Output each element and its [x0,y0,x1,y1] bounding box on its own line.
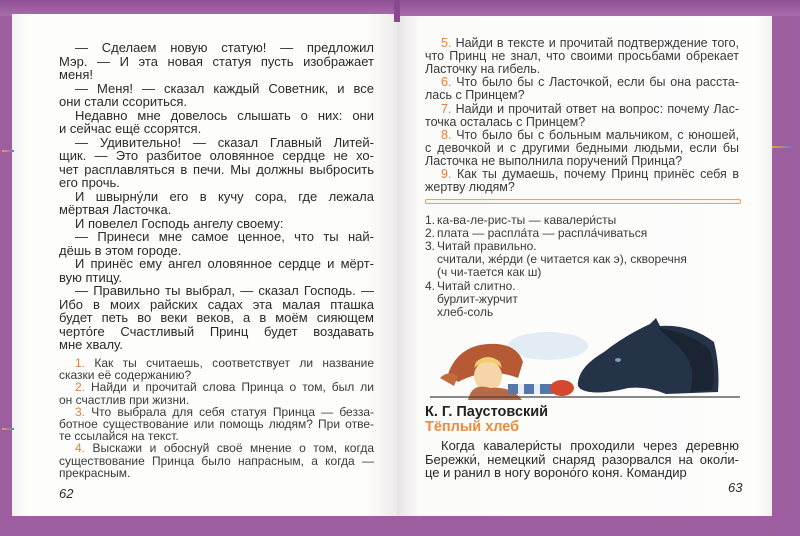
text-line [59,136,374,150]
line-text: с девочкой и с другими бедными людьми, если бы [425,140,739,155]
text-line [59,257,374,271]
line-text: жертву людям? [425,180,515,195]
text-line [59,203,374,217]
line-text: лась с Принцем? [425,88,525,103]
item-number: 2. [75,380,86,395]
line-text: Читай правильно. [437,239,537,254]
text-line [59,95,374,109]
line-text: Найди и прочитай ответ на вопрос: почему Лас- [455,101,739,116]
text-line [59,230,374,244]
item-number: 4. [425,278,436,293]
page-number-left: 62 [59,486,74,501]
line-text: прекрасным. [59,465,131,480]
line-text: Недавно мне довелось слышать о них: они [75,107,374,123]
item-number: 9. [441,167,452,181]
item-number: 8. [441,127,452,142]
text-line [59,244,374,258]
item-number: 3. [425,239,436,254]
line-text: они стали ссориться. [59,94,188,109]
text-line [59,190,374,204]
line-text: Мэр. — И эта новая статуя пусть изображает [59,53,374,69]
line-text: И принёс ему ангел оловянное сердце и мёрт- [75,256,374,271]
text-line [425,466,739,480]
item-number: 1. [425,213,436,227]
line-text: — Принеси мне самое ценное, что ты най- [75,229,374,244]
item-number: 2. [425,226,436,241]
line-text: це и ранил в ногу вороно́го коня. Командир [425,465,687,480]
line-text: Найди и прочитай слова Принца о том, был ли [91,380,374,395]
book-spine [394,0,400,22]
text-line [59,122,374,136]
section-divider [425,199,741,204]
line-text: бурлит-журчит [437,291,518,306]
line-text: считали, же́рди (е читается как э), скворечня [437,252,687,267]
line-text: мне хвалу. [59,337,123,352]
line-text: щик. — Это разбитое оловянное сердце не хо- [59,148,374,163]
line-text: — Сделаем новую статую! — предложил [75,40,374,55]
line-text: он счастлив при жизни. [59,392,190,407]
line-text: Как ты думаешь, почему Принц принёс себя в [456,167,739,181]
edge-stripe [2,150,14,152]
text-line [59,68,374,82]
line-text: ботное существование или помощь людям? При отве- [59,417,374,431]
edge-stripe [2,428,14,430]
page-number-right: 63 [728,480,743,495]
item-number: 5. [441,36,452,50]
item-number: 4. [75,441,86,456]
text-line [425,439,739,453]
text-line [425,181,739,194]
text-line [59,149,374,163]
line-text: — Удивительно! — сказал Главный Литей- [75,134,374,150]
line-text: Выскажи и обоснуй своё мнение о том, когда [92,441,374,456]
line-text: Что было бы с больным мальчиком, с юношей, [456,127,739,142]
text-line [59,284,374,298]
line-text: меня! [59,67,93,82]
text-line [59,311,374,325]
story-author: К. Г. Паустовский [425,404,549,420]
horse-head [578,318,719,394]
line-text: Ласточка не выполнила поручений Принца? [425,153,683,168]
line-text: сказки её содержанию? [59,368,192,383]
line-text: его прочь. [59,175,120,190]
text-line [59,271,374,285]
line-text: Читай слитно. [437,278,516,293]
item-number: 7. [441,101,452,116]
line-text: существование Принца было напрасным, а когда — [59,453,374,468]
line-text: И повелел Господь ангелу своему: [75,215,284,231]
line-text: Найди в тексте и прочитай подтверждение того, [455,36,739,50]
line-text: что Принц не знал, что своими просьбами обрекает [425,49,739,64]
text-line [425,453,739,467]
item-number: 1. [75,356,86,370]
line-text: вую птицу. [59,269,122,285]
line-text: (ч чи-тается как ш) [437,265,542,280]
illustration-boy-and-horse [428,316,742,400]
text-line [59,298,374,312]
text-line [59,325,374,339]
line-text: Что выбрала для себя статуя Принца — безза- [91,404,375,419]
edge-stripe [772,146,792,148]
line-text: черто́ге Счастливый Принц будет воздавать [59,323,374,339]
text-line [59,176,374,190]
line-text: плата — распла́та — распла́чиваться [437,226,648,241]
line-text: хлеб-соль [437,304,494,319]
line-text: чет расплавляться в печи. Мы должны выбросить [59,161,374,177]
line-text: точка осталась с Принцем? [425,114,586,129]
text-line [59,163,374,177]
item-number: 6. [441,75,452,90]
text-line [59,109,374,123]
line-text: И швырну́ли его в кучу сора, где лежала [75,188,374,204]
line-text: те ссылайся на текст. [59,429,179,444]
line-text: Ибо в моих райских садах эта малая пташка [59,296,374,312]
line-text: и сейчас ещё ссорятся. [59,121,202,136]
line-text: Бережки́, немецкий снаряд разорвался на окол́и- [425,451,739,467]
line-text: — Меня! — сказал каждый Советник, и все [75,80,374,96]
line-text: мёртвая Ласточка. [59,202,172,217]
text-line [59,338,374,352]
item-number: 3. [75,404,86,419]
line-text: Что было бы с Ласточкой, если бы она расста- [456,75,739,90]
line-text: будет петь во веки веков, а в моём сияющем [59,310,374,325]
text-line [59,82,374,96]
story-title: Тёплый хлеб [425,419,520,435]
line-text: Как ты считаешь, соответствует ли название [94,356,375,370]
text-line [59,41,374,55]
text-line [59,217,374,231]
line-text: Ласточку на гибель. [425,62,541,77]
line-text: дёшь в этом городе. [59,242,182,258]
text-line [59,55,374,69]
line-text: ка-ва-ле-рис-ты — кавалери́сты [437,213,617,227]
text-line [59,467,374,479]
line-text: — Правильно ты выбрал, — сказал Господь. — [75,283,374,298]
snow-breath [508,332,588,360]
line-text: Когда кавалери́сты проходили через деревню [441,438,739,453]
